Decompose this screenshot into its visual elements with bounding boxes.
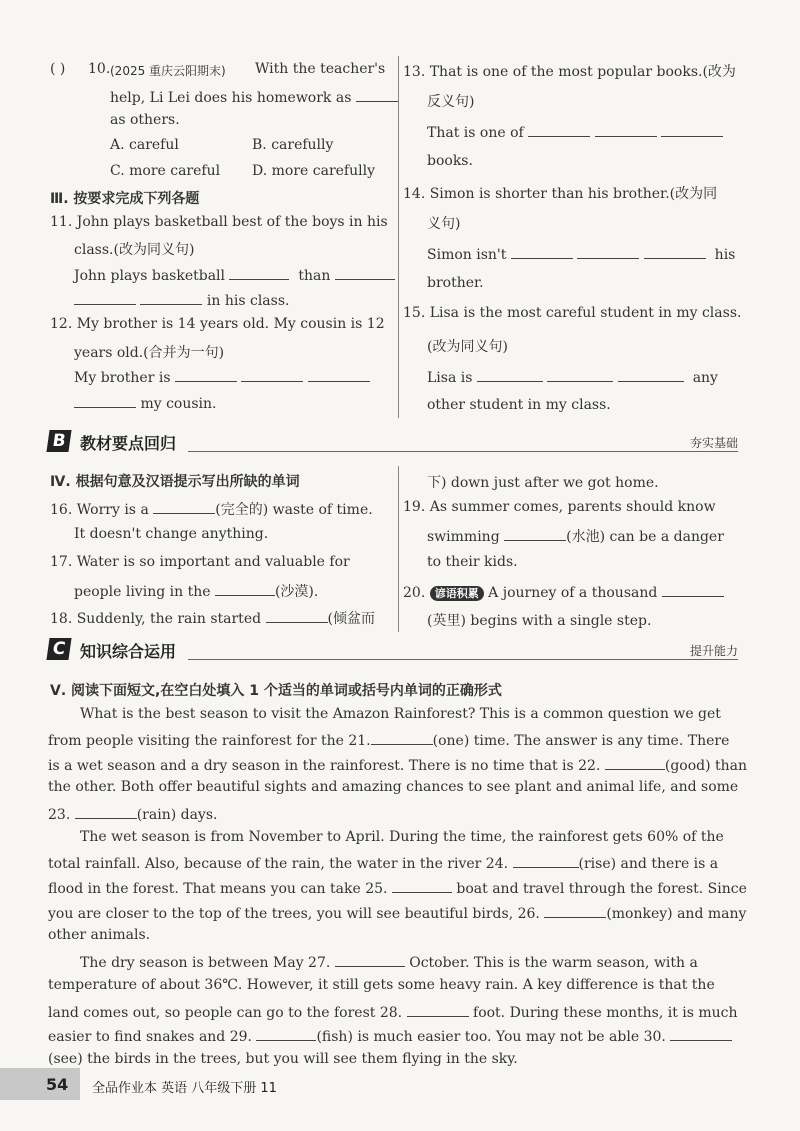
passage-line: flood in the forest. That means you can take 25. boat and travel through the forest. Since — [48, 878, 747, 897]
q10-paren[interactable]: ( ) — [50, 61, 66, 77]
q10-option-c[interactable]: C. more careful — [110, 163, 221, 179]
q14-line2: 义句) — [427, 216, 461, 232]
q18-line2: 下) down just after we got home. — [427, 475, 659, 491]
passage-line: What is the best season to visit the Amazon Rainforest? This is a common question we get — [80, 706, 721, 722]
part3-heading: Ⅲ. 按要求完成下列各题 — [50, 191, 200, 207]
q12-line1: 12. My brother is 14 years old. My cousin is 12 — [50, 316, 385, 332]
q17-blank[interactable] — [215, 581, 275, 596]
q10-line1: With the teacher's — [255, 61, 386, 77]
column-divider-mid — [398, 466, 399, 632]
passage-line: total rainfall. Also, because of the rain, the water in the river 24. (rise) and there is a — [48, 853, 718, 872]
passage-line: The dry season is between May 27. October. This is the warm season, with a — [80, 952, 698, 971]
q12-blank-4[interactable] — [74, 393, 136, 408]
q16-line2: It doesn't change anything. — [74, 526, 269, 542]
blank-22[interactable] — [605, 755, 665, 770]
blank-24[interactable] — [513, 853, 579, 868]
q19-line3: to their kids. — [427, 554, 518, 570]
q10-option-a[interactable]: A. careful — [110, 137, 179, 153]
blank-25[interactable] — [392, 878, 452, 893]
passage-line: other animals. — [48, 927, 151, 943]
section-c-header — [48, 638, 738, 662]
q18-blank[interactable] — [266, 608, 328, 623]
q15-line4: other student in my class. — [427, 397, 611, 413]
q16-line1: 16. Worry is a (完全的) waste of time. — [50, 499, 373, 519]
q12-blank-2[interactable] — [241, 367, 303, 382]
passage-line: (see) the birds in the trees, but you will see them flying in the sky. — [48, 1051, 518, 1067]
q13-line3: That is one of — [427, 122, 723, 141]
q18-line1: 18. Suddenly, the rain started (倾盆而 — [50, 608, 375, 628]
passage-line: you are closer to the top of the trees, you will see beautiful birds, 26. (monkey) and many — [48, 903, 746, 922]
q15-blank-2[interactable] — [547, 367, 613, 382]
passage-line: temperature of about 36℃. However, it still gets some heavy rain. A key difference is that the — [48, 977, 715, 993]
q14-blank-1[interactable] — [511, 244, 573, 259]
passage-line: The wet season is from November to April. During the time, the rainforest gets 60% of the — [80, 829, 724, 845]
book-title: 全品作业本 英语 八年级下册 11 — [92, 1081, 277, 1096]
blank-28[interactable] — [407, 1002, 469, 1017]
q15-blank-3[interactable] — [618, 367, 684, 382]
part5-heading: Ⅴ. 阅读下面短文,在空白处填入 1 个适当的单词或括号内单词的正确形式 — [50, 683, 502, 699]
blank-26[interactable] — [544, 903, 606, 918]
q13-blank-2[interactable] — [595, 122, 657, 137]
q14-blank-3[interactable] — [644, 244, 706, 259]
passage-line: land comes out, so people can go to the forest 28. foot. During these months, it is much — [48, 1002, 738, 1021]
proverb-tag: 谚语积累 — [430, 586, 484, 601]
q12-line3: My brother is — [74, 367, 370, 386]
q11-line2: class.(改为同义句) — [74, 242, 195, 258]
section-c-tag: 提升能力 — [689, 644, 738, 658]
q15-line2: (改为同义句) — [427, 339, 508, 355]
q12-blank-1[interactable] — [175, 367, 237, 382]
q11-line3: John plays basketball than — [74, 265, 395, 284]
q13-line1: 13. That is one of the most popular books.(改为 — [403, 64, 736, 80]
q10-line2: help, Li Lei does his homework as — [110, 87, 398, 106]
section-c-rule — [188, 659, 738, 660]
q19-blank[interactable] — [504, 526, 566, 541]
q15-line3: Lisa is any — [427, 367, 718, 386]
q19-line1: 19. As summer comes, parents should know — [403, 499, 716, 515]
q20-line1: 20. 谚语积累 A journey of a thousand — [403, 582, 724, 601]
blank-27[interactable] — [335, 952, 405, 967]
q10-number: 10. — [88, 61, 111, 77]
q16-blank[interactable] — [153, 499, 215, 514]
page-number: 54 — [46, 1075, 69, 1094]
blank-30[interactable] — [670, 1026, 732, 1041]
passage-line: 23. (rain) days. — [48, 804, 217, 823]
q11-line4: in his class. — [74, 290, 289, 309]
q10-option-d[interactable]: D. more carefully — [252, 163, 375, 179]
section-c-badge: C — [46, 638, 71, 660]
q15-line1: 15. Lisa is the most careful student in my class. — [403, 305, 742, 321]
section-c-title: 知识综合运用 — [80, 642, 177, 661]
q11-blank-4[interactable] — [140, 290, 202, 305]
section-b-badge: B — [46, 430, 71, 452]
q12-line4: my cousin. — [74, 393, 217, 412]
q13-line4: books. — [427, 153, 473, 169]
q10-option-b[interactable]: B. carefully — [252, 137, 334, 153]
q10-blank[interactable] — [356, 87, 398, 102]
q10-line3: as others. — [110, 112, 180, 128]
blank-21[interactable] — [371, 730, 433, 745]
blank-23[interactable] — [75, 804, 137, 819]
passage-line: is a wet season and a dry season in the rainforest. There is no time that is 22. (good) than — [48, 755, 747, 774]
q10-source: (2025 重庆云阳期末) — [110, 64, 226, 78]
column-divider-top — [398, 56, 399, 418]
q13-blank-3[interactable] — [661, 122, 723, 137]
section-b-title: 教材要点回归 — [80, 434, 177, 453]
q12-blank-3[interactable] — [308, 367, 370, 382]
q15-blank-1[interactable] — [477, 367, 543, 382]
passage-line: easier to find snakes and 29. (fish) is much easier too. You may not be able 30. — [48, 1026, 732, 1045]
q14-line4: brother. — [427, 275, 484, 291]
q14-line1: 14. Simon is shorter than his brother.(改为同 — [403, 186, 718, 202]
q14-line3: Simon isn't his — [427, 244, 735, 263]
part4-heading: Ⅳ. 根据句意及汉语提示写出所缺的单词 — [50, 474, 300, 490]
q17-line1: 17. Water is so important and valuable for — [50, 554, 350, 570]
q11-blank-1[interactable] — [229, 265, 289, 280]
q12-line2: years old.(合并为一句) — [74, 345, 225, 361]
section-b-rule — [188, 451, 738, 452]
q14-blank-2[interactable] — [577, 244, 639, 259]
q20-blank[interactable] — [662, 582, 724, 597]
passage-line: the other. Both offer beautiful sights and amazing chances to see plant and animal life, and some — [48, 779, 739, 795]
q13-blank-1[interactable] — [528, 122, 590, 137]
section-b-tag: 夯实基础 — [689, 436, 738, 450]
q20-line2: (英里) begins with a single step. — [427, 613, 652, 629]
blank-29[interactable] — [256, 1026, 316, 1041]
passage-line: from people visiting the rainforest for the 21. (one) time. The answer is any time. There — [48, 730, 729, 749]
q17-line2: people living in the (沙漠). — [74, 581, 318, 601]
q13-line2: 反义句) — [427, 94, 475, 110]
q11-blank-2[interactable] — [335, 265, 395, 280]
q19-line2: swimming (水池) can be a danger — [427, 526, 724, 546]
q11-line1: 11. John plays basketball best of the boys in his — [50, 214, 388, 230]
section-b-header — [48, 430, 738, 454]
q11-blank-3[interactable] — [74, 290, 136, 305]
